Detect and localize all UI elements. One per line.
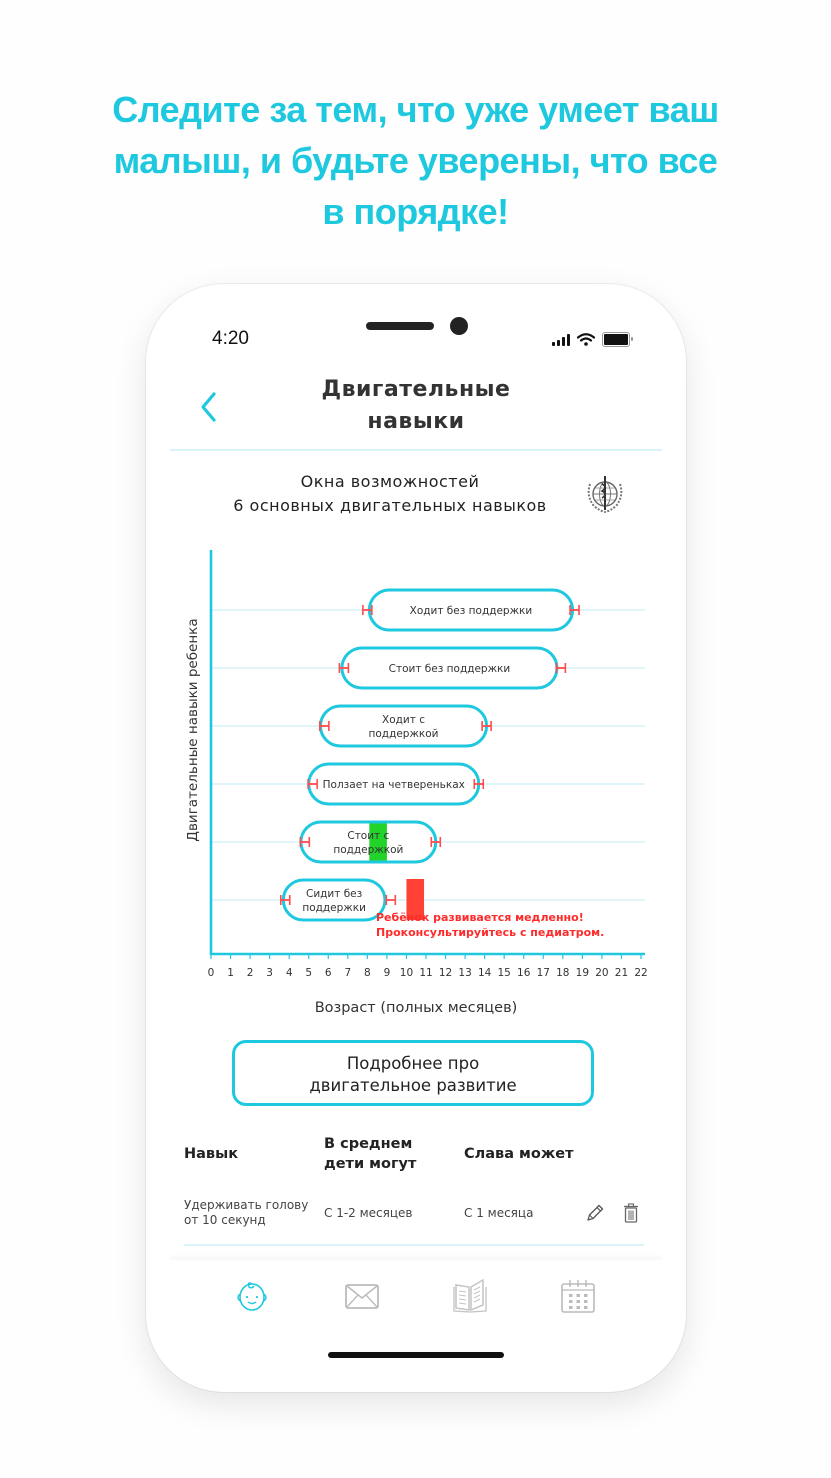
x-tick-label: 17: [536, 967, 550, 979]
x-tick-label: 20: [595, 967, 609, 979]
column-header-line: Навык: [184, 1146, 239, 1162]
x-tick-label: 21: [614, 967, 629, 979]
x-tick-label: 15: [497, 967, 511, 979]
x-tick-label: 14: [477, 967, 492, 979]
x-tick-label: 4: [285, 967, 293, 979]
x-tick-label: 16: [517, 967, 531, 979]
skill-cell-line: от 10 секунд: [184, 1213, 266, 1227]
chart-title-line: Окна возможностей: [300, 472, 480, 491]
column-header-child: [464, 1144, 574, 1164]
page-title-line: навыки: [367, 409, 465, 434]
skill-cell: [184, 1198, 308, 1228]
skill-label: Ползает на четвереньках: [322, 779, 465, 791]
baby-face-icon: [238, 1283, 266, 1310]
x-tick-label: 18: [556, 967, 570, 979]
skill-label: Ходит с: [382, 714, 425, 726]
promo-headline: [0, 84, 831, 237]
x-tick-label: 6: [324, 967, 332, 979]
skill-window-pill: [301, 822, 436, 862]
wifi-icon: [577, 333, 595, 346]
x-tick-label: 7: [344, 967, 352, 979]
app-screen: [170, 308, 662, 1368]
x-axis-label: Возраст (полных месяцев): [314, 1000, 518, 1016]
status-icons: [552, 332, 630, 347]
skill-label: поддержкой: [333, 844, 404, 856]
warning-annotation: Проконсультируйтесь с педиатром.: [376, 926, 605, 939]
skill-label: поддержкой: [368, 728, 439, 740]
column-header-skill: [184, 1144, 238, 1164]
promo-headline-line: малыш, и будьте уверены, что все: [113, 140, 718, 181]
envelope-icon: [346, 1285, 378, 1308]
y-axis-label: Двигательные навыки ребенка: [185, 618, 201, 842]
x-tick-label: 10: [399, 967, 414, 979]
tab-library[interactable]: [450, 1276, 490, 1316]
pencil-icon[interactable]: [584, 1202, 606, 1224]
x-tick-label: 3: [266, 967, 273, 979]
skill-label: поддержки: [302, 902, 366, 914]
page-title-line: Двигательные: [321, 377, 511, 402]
more-about-motor-development-button[interactable]: [232, 1040, 594, 1106]
motor-skills-chart: [170, 538, 662, 988]
page-title: [250, 374, 582, 438]
promo-headline-line: в порядке!: [322, 191, 509, 232]
front-camera: [450, 317, 468, 335]
header-divider: [170, 449, 662, 451]
x-tick-label: 22: [634, 967, 648, 979]
skill-window-pill: [283, 880, 385, 920]
trash-icon[interactable]: [622, 1202, 640, 1224]
skill-label: Стоит с: [347, 830, 390, 842]
chart-title: [190, 470, 590, 518]
skill-label: Стоит без поддержки: [388, 663, 511, 675]
column-header-average: [324, 1134, 416, 1174]
who-emblem-icon: [580, 470, 630, 518]
x-tick-label: 8: [364, 967, 371, 979]
skill-label: Сидит без: [306, 888, 363, 900]
row-divider: [184, 1244, 644, 1246]
chevron-left-icon[interactable]: [194, 390, 224, 424]
column-header-line: Слава может: [464, 1146, 574, 1162]
x-tick-label: 0: [207, 967, 215, 979]
speaker-grille: [366, 322, 434, 330]
promo-headline-line: Следите за тем, что уже умеет ваш: [112, 89, 719, 130]
x-tick-label: 12: [438, 967, 453, 979]
open-book-icon: [454, 1280, 486, 1312]
x-tick-label: 2: [246, 967, 254, 979]
calendar-icon: [562, 1280, 594, 1312]
tab-baby-face[interactable]: [232, 1276, 272, 1316]
warning-annotation: Ребёнок развивается медленно!: [376, 911, 584, 924]
skill-window-pill: [320, 706, 486, 746]
status-time: 4:20: [212, 328, 249, 349]
battery-icon: [602, 332, 630, 347]
x-tick-label: 5: [305, 967, 313, 979]
home-indicator: [328, 1352, 504, 1358]
average-age-cell: С 1-2 месяцев: [324, 1206, 413, 1220]
button-label-line: Подробнее про: [346, 1054, 480, 1073]
column-header-line: дети могут: [324, 1156, 417, 1172]
child-age-cell: С 1 месяца: [464, 1206, 534, 1220]
tab-messages[interactable]: [342, 1276, 382, 1316]
x-tick-label: 1: [227, 967, 234, 979]
x-tick-label: 13: [458, 967, 472, 979]
chart-title-line: 6 основных двигательных навыков: [233, 496, 547, 515]
skill-cell-line: Удерживать голову: [184, 1198, 309, 1212]
x-tick-label: 19: [575, 967, 590, 979]
phone-frame: [146, 284, 686, 1392]
cellular-signal-icon: [552, 334, 570, 346]
button-label-line: двигательное развитие: [309, 1076, 517, 1095]
tab-calendar[interactable]: [558, 1276, 598, 1316]
skill-label: Ходит без поддержки: [409, 605, 533, 617]
column-header-line: В среднем: [324, 1136, 413, 1152]
x-tick-label: 9: [383, 967, 391, 979]
x-tick-label: 11: [419, 967, 433, 979]
